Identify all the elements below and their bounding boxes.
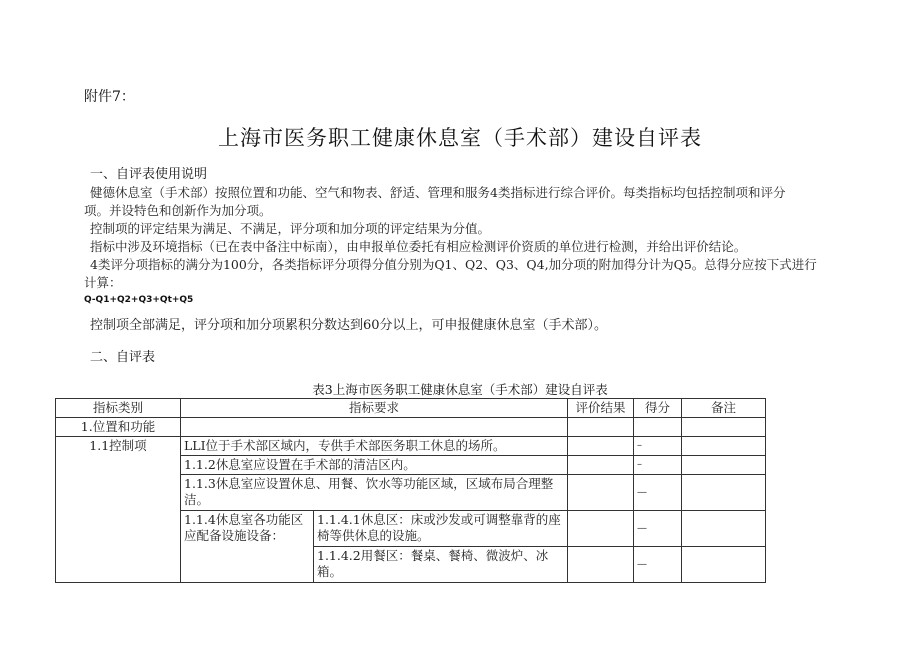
table-header-row <box>56 399 766 418</box>
section-heading-selfeval: 二、自评表 <box>90 350 156 365</box>
remarks-cell <box>682 437 766 456</box>
requirement-cell: 1.1.3休息室应设置休息、用餐、饮水等功能区域，区域布局合理整洁。 <box>181 475 568 511</box>
result-cell[interactable] <box>568 456 634 475</box>
attachment-label: 附件7： <box>84 89 135 105</box>
result-cell[interactable] <box>568 437 634 456</box>
requirement-cell: 1.1.4.1休息区：床或沙发或可调整靠背的座椅等供休息的设施。 <box>314 511 568 547</box>
table-row <box>56 437 766 456</box>
header-requirement: 指标要求 <box>181 399 568 418</box>
remarks-cell <box>682 547 766 583</box>
score-cell[interactable]: — <box>634 511 682 547</box>
score-cell[interactable]: – <box>634 437 682 456</box>
result-cell[interactable] <box>568 547 634 583</box>
table-row <box>56 418 766 437</box>
remarks-cell <box>682 475 766 511</box>
instructions-para3: 指标中涉及环境指标（已在表中备注中标南），由申报单位委托有相应检测评价资质的单位进行检测，并给出评价结论。 <box>90 239 747 254</box>
subcategory-cell: 1.1控制项 <box>56 437 181 583</box>
instructions-para2: 控制项的评定结果为满足、不满足，评分项和加分项的评定结果为分值。 <box>90 221 491 236</box>
instructions-para1-line1: 健德休息室（手术部）按照位置和功能、空气和物表、舒适、管理和服务4类指标进行综合评价。每类指标均包括控制项和评分 <box>90 185 786 200</box>
header-result: 评价结果 <box>568 399 634 418</box>
category-cell: 1.位置和功能 <box>56 418 181 437</box>
section-heading-instructions: 一、自评表使用说明 <box>90 167 208 182</box>
instructions-para1-line2: 项。并设特色和创新作为加分项。 <box>84 203 272 218</box>
instructions-para4-line2: 计算： <box>84 275 122 290</box>
score-cell[interactable]: — <box>634 475 682 511</box>
score-cell[interactable]: – <box>634 456 682 475</box>
remarks-cell <box>682 511 766 547</box>
header-score: 得分 <box>634 399 682 418</box>
score-cell[interactable]: — <box>634 547 682 583</box>
instructions-para4-line1: 4类评分项指标的满分为100分，各类指标评分项得分值分别为Q1、Q2、Q3、Q4,加分项的附加得分计为Q5。总得分应按下式进行 <box>90 257 817 272</box>
instructions-para5: 控制项全部满足，评分项和加分项累积分数达到60分以上，可申报健康休息室（手术部）。 <box>90 318 608 333</box>
result-cell[interactable] <box>568 511 634 547</box>
self-evaluation-table <box>55 398 766 583</box>
requirement-cell: LLI位于手术部区域内，专供手术部医务职工休息的场所。 <box>181 437 568 456</box>
document-title: 上海市医务职工健康休息室（手术部）建设自评表 <box>218 126 702 150</box>
remarks-cell <box>682 456 766 475</box>
header-category: 指标类别 <box>56 399 181 418</box>
score-formula: Q-Q1+Q2+Q3+Qt+Q5 <box>84 295 194 305</box>
table-caption: 表3上海市医务职工健康休息室（手术部）建设自评表 <box>312 382 608 397</box>
requirement-cell: 1.1.2休息室应设置在手术部的清洁区内。 <box>181 456 568 475</box>
requirement-cell: 1.1.4.2用餐区：餐桌、餐椅、微波炉、冰箱。 <box>314 547 568 583</box>
requirement-group-cell: 1.1.4休息室各功能区应配备设施设备： <box>181 511 314 583</box>
header-remarks: 备注 <box>682 399 766 418</box>
result-cell[interactable] <box>568 475 634 511</box>
